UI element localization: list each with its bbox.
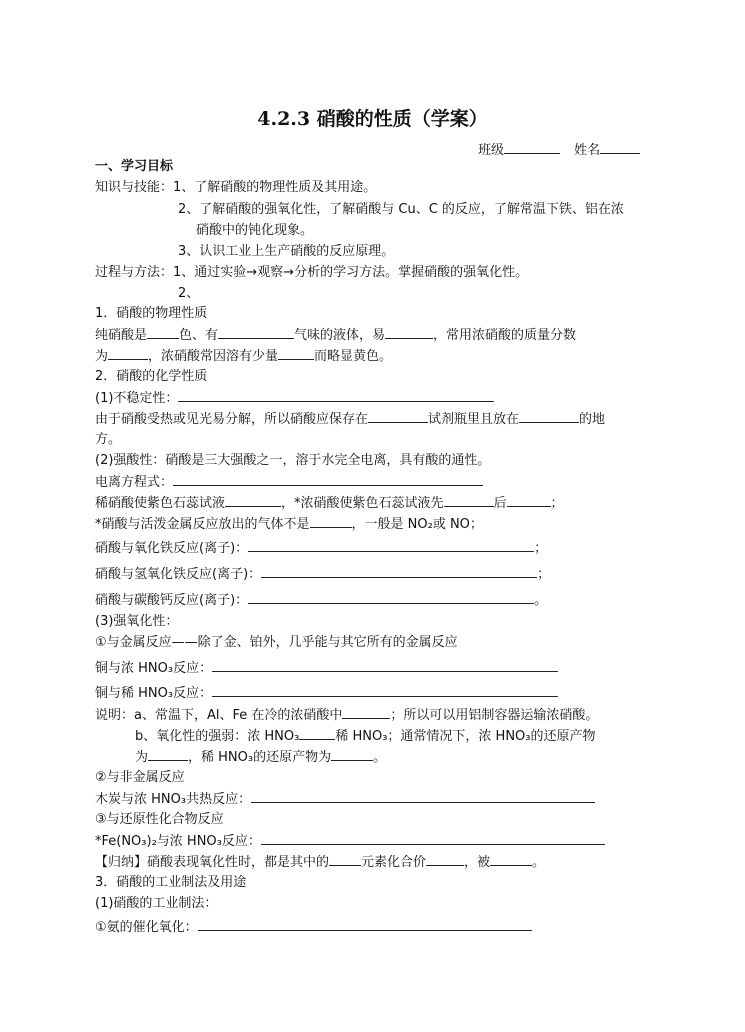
blank[interactable]: [444, 494, 494, 507]
metal-reaction-line: ①与金属反应——除了金、铂外，几乎能与其它所有的金属反应: [95, 635, 458, 650]
ammonia-oxidation-line: ①氨的催化氧化：: [95, 918, 532, 937]
heading-chemical: 2．硝酸的化学性质: [95, 369, 208, 384]
nonmetal-heading: ②与非金属反应: [95, 770, 185, 785]
reducing-heading: ③与还原性化合物反应: [95, 812, 224, 827]
blank[interactable]: [329, 853, 361, 866]
physical-line-2: 为 ，浓硝酸常因溶有少量 而略显黄色。: [95, 349, 393, 364]
blank[interactable]: [148, 748, 188, 761]
carbon-line: 木炭与浓 HNO₃共热反应：: [95, 790, 595, 809]
heading-physical: 1．硝酸的物理性质: [95, 306, 208, 321]
cu-conc-line: 铜与浓 HNO₃反应：: [95, 659, 558, 678]
blank[interactable]: [299, 727, 335, 740]
storage-line: 由于硝酸受热或见光易分解，所以硝酸应保存在 试剂瓶里且放在 的地: [95, 412, 606, 427]
feoh3-line: 硝酸与氢氧化铁反应(离子)： ；: [95, 567, 551, 582]
blank[interactable]: [248, 591, 534, 604]
note-a-line: 说明：a、常温下，Al、Fe 在冷的浓硝酸中 ；所以可以用铝制容器运输浓硝酸。: [95, 708, 599, 723]
blank[interactable]: [212, 684, 558, 697]
note-b-line: b、氧化性的强弱：浓 HNO₃ 稀 HNO₃；通常情况下，浓 HNO₃的还原产物: [135, 729, 596, 744]
blank[interactable]: [385, 326, 433, 339]
class-blank[interactable]: [504, 141, 560, 154]
cu-dilute-line: 铜与稀 HNO₃反应：: [95, 684, 558, 703]
blank[interactable]: [198, 918, 532, 931]
blank[interactable]: [310, 515, 352, 528]
blank[interactable]: [147, 326, 179, 339]
blank[interactable]: [507, 494, 551, 507]
page-title: 4.2.3 硝酸的性质（学案）: [257, 108, 488, 130]
instability-line: (1)不稳定性：: [95, 389, 494, 408]
physical-line-1: 纯硝酸是 色、有 气味的液体，易 ，常用浓硝酸的质量分数: [95, 328, 577, 343]
blank[interactable]: [108, 347, 148, 360]
blank[interactable]: [490, 853, 532, 866]
blank[interactable]: [178, 389, 494, 402]
blank[interactable]: [251, 790, 595, 803]
ionization-line: 电离方程式：: [95, 473, 483, 492]
caco3-line: 硝酸与碳酸钙反应(离子)： 。: [95, 593, 548, 608]
name-label: 姓名: [574, 143, 601, 158]
blank[interactable]: [426, 853, 464, 866]
blank[interactable]: [519, 410, 579, 423]
note-b-line-2: 为 ，稀 HNO₃的还原产物为 。: [135, 750, 387, 765]
blank[interactable]: [248, 539, 534, 552]
class-label: 班级: [478, 143, 505, 158]
goal-process-1: 过程与方法：1、通过实验→观察→分析的学习方法。掌握硝酸的强氧化性。: [95, 265, 529, 280]
storage-line-2: 方。: [95, 432, 122, 447]
goal-knowledge-2b: 硝酸中的钝化现象。: [196, 223, 314, 238]
goal-knowledge-2: 2、了解硝酸的强氧化性，了解硝酸与 Cu、C 的反应，了解常温下铁、铝在浓: [178, 202, 624, 217]
fe2o3-line: 硝酸与氧化铁反应(离子)： ；: [95, 541, 548, 556]
goal-knowledge-3: 3、认识工业上生产硝酸的反应原理。: [178, 244, 395, 259]
blank[interactable]: [173, 473, 483, 486]
heading-industrial: 3．硝酸的工业制法及用途: [95, 875, 247, 890]
goal-knowledge-1: 知识与技能：1、了解硝酸的物理性质及其用途。: [95, 180, 377, 195]
blank[interactable]: [212, 659, 558, 672]
blank[interactable]: [278, 347, 314, 360]
oxidizing-heading: (3)强氧化性：: [95, 614, 179, 629]
fe-nitrate-line: *Fe(NO₃)₂与浓 HNO₃反应：: [95, 832, 605, 851]
industrial-method-line: (1)硝酸的工业制法：: [95, 896, 218, 911]
blank[interactable]: [261, 832, 605, 845]
blank[interactable]: [368, 410, 428, 423]
blank[interactable]: [261, 565, 537, 578]
blank[interactable]: [342, 706, 390, 719]
acidity-line: (2)强酸性：硝酸是三大强酸之一，溶于水完全电离，具有酸的通性。: [95, 453, 491, 468]
goal-process-2: 2、: [178, 286, 200, 301]
litmus-line: 稀硝酸使紫色石蕊试液 ，*浓硝酸使紫色石蕊试液先 后 ；: [95, 496, 564, 511]
student-info: [478, 139, 640, 158]
blank[interactable]: [225, 494, 281, 507]
section-heading-goals: 一、学习目标: [95, 159, 174, 174]
name-blank[interactable]: [600, 141, 640, 154]
blank[interactable]: [218, 326, 294, 339]
gas-line: *硝酸与活泼金属反应放出的气体不是 ，一般是 NO₂或 NO；: [95, 517, 483, 532]
summary-line: 【归纳】硝酸表现氧化性时，都是其中的 元素化合价 ，被 。: [95, 855, 546, 870]
blank[interactable]: [331, 748, 373, 761]
